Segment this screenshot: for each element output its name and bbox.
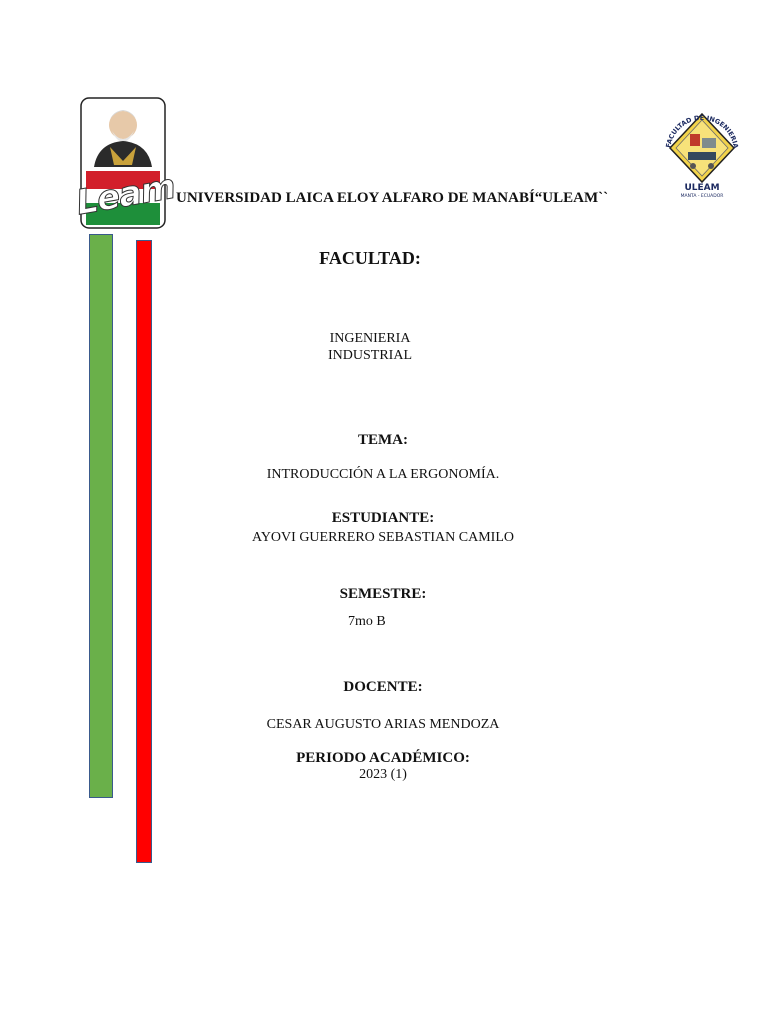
seal-name: ULEAM	[684, 183, 720, 193]
carrera-line-1: INGENIERIA	[329, 331, 411, 346]
tema-label: TEMA:	[358, 432, 408, 448]
periodo-value: 2023 (1)	[359, 767, 407, 782]
semestre-value: 7mo B	[348, 614, 386, 629]
university-title: UNIVERSIDAD LAICA ELOY ALFARO DE MANABÍ“ULEAM``	[176, 190, 609, 206]
leam-wordmark: Leam	[73, 166, 178, 224]
seal-ring-text: FACULTAD DE INGENIERIA	[664, 113, 740, 150]
docente-value: CESAR AUGUSTO ARIAS MENDOZA	[266, 717, 500, 732]
green-decorative-bar	[89, 234, 113, 798]
carrera-line-2: INDUSTRIAL	[328, 348, 412, 363]
tema-value: INTRODUCCIÓN A LA ERGONOMÍA.	[266, 467, 500, 482]
carrera-block	[290, 330, 450, 364]
semestre-label: SEMESTRE:	[339, 586, 427, 602]
facultad-label: FACULTAD:	[319, 248, 421, 268]
docente-label: DOCENTE:	[343, 679, 423, 695]
estudiante-label: ESTUDIANTE:	[331, 510, 435, 526]
red-decorative-bar	[136, 240, 152, 863]
periodo-label: PERIODO ACADÉMICO:	[296, 750, 470, 766]
uleam-portrait-logo	[73, 97, 178, 229]
estudiante-value: AYOVI GUERRERO SEBASTIAN CAMILO	[252, 530, 514, 545]
seal-city: MANTA - ECUADOR	[680, 194, 724, 199]
faculty-seal-logo	[660, 104, 745, 199]
